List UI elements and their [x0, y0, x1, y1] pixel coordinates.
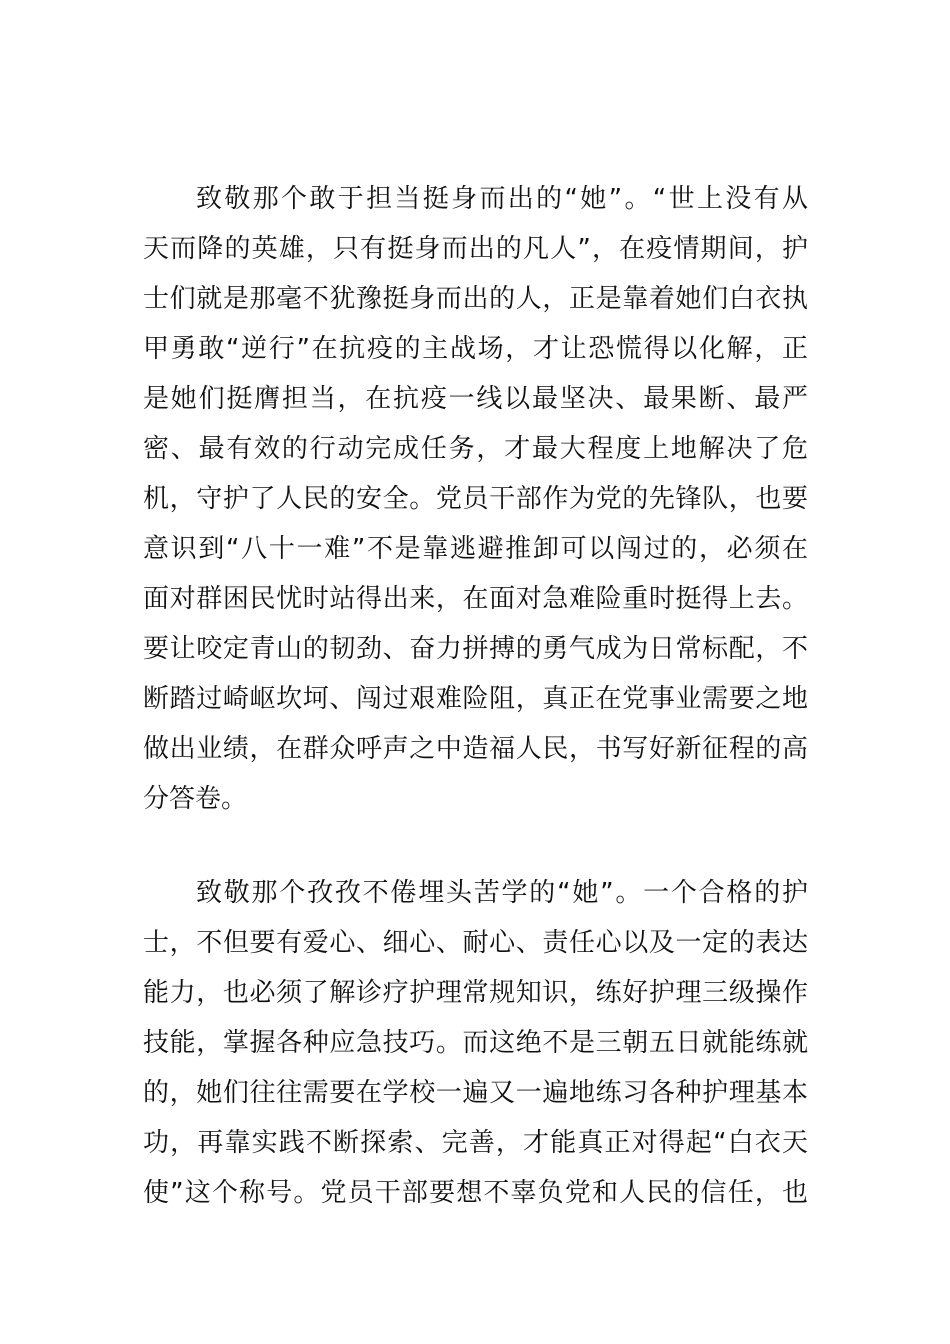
text-line: 致敬那个敢于担当挺身而出的“她”。“世上没有从 — [196, 184, 808, 214]
text-line: 是她们挺膺担当，在抗疫一线以最坚决、最果断、最严 — [143, 384, 808, 414]
text-line: 密、最有效的行动完成任务，才最大程度上地解决了危 — [143, 434, 808, 464]
paragraph-tribute-courage — [143, 174, 808, 824]
text-line: 做出业绩，在群众呼声之中造福人民，书写好新征程的高 — [143, 734, 808, 764]
text-line: 要让咬定青山的韧劲、奋力拼搏的勇气成为日常标配，不 — [143, 634, 808, 664]
text-line: 面对群困民忧时站得出来，在面对急难险重时挺得上去。 — [143, 584, 808, 614]
text-line: 分答卷。 — [143, 784, 248, 814]
text-line: 能力，也必须了解诊疗护理常规知识，练好护理三级操作 — [143, 978, 808, 1008]
text-line: 意识到“八十一难”不是靠逃避推卸可以闯过的，必须在 — [143, 534, 808, 564]
text-line: 使”这个称号。党员干部要想不辜负党和人民的信任，也 — [143, 1178, 808, 1208]
text-line: 的，她们往往需要在学校一遍又一遍地练习各种护理基本 — [143, 1078, 808, 1108]
paragraph-tribute-diligence — [143, 868, 808, 1218]
text-line: 致敬那个孜孜不倦埋头苦学的“她”。一个合格的护 — [196, 878, 808, 908]
text-line: 士，不但要有爱心、细心、耐心、责任心以及一定的表达 — [143, 928, 808, 958]
text-line: 机，守护了人民的安全。党员干部作为党的先锋队，也要 — [143, 484, 808, 514]
text-line: 甲勇敢“逆行”在抗疫的主战场，才让恐慌得以化解，正 — [143, 334, 808, 364]
text-line: 断踏过崎岖坎坷、闯过艰难险阻，真正在党事业需要之地 — [143, 684, 808, 714]
text-line: 天而降的英雄，只有挺身而出的凡人”，在疫情期间，护 — [143, 234, 808, 264]
text-line: 士们就是那毫不犹豫挺身而出的人，正是靠着她们白衣执 — [143, 284, 808, 314]
text-line: 功，再靠实践不断探索、完善，才能真正对得起“白衣天 — [143, 1128, 808, 1158]
text-line: 技能，掌握各种应急技巧。而这绝不是三朝五日就能练就 — [143, 1028, 808, 1058]
